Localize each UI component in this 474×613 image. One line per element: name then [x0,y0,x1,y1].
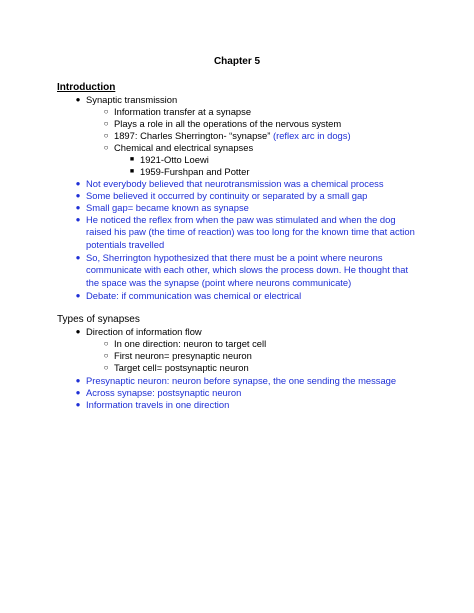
bullet-icon: ● [75,253,81,262]
list-item [103,106,252,118]
bullet-icon: ● [75,179,81,188]
list-item [103,130,351,142]
list-item-text: Synaptic transmission [86,94,178,105]
list-item-line: communicate with each other, which slows the process down. He thought that [86,264,409,276]
list-item [75,252,409,289]
list-item [75,214,415,251]
list-item-text: Plays a role in all the operations of the nervous system [114,118,342,129]
list-item-note: (reflex arc in dogs) [270,130,351,141]
list-item-text: In one direction: neuron to target cell [114,338,267,349]
list-item-text: Small gap= became known as synapse [86,202,249,213]
list-item-text: Information transfer at a synapse [114,106,252,117]
page-title: Chapter 5 [213,56,261,67]
bullet-icon: ● [75,388,81,397]
list-item-line: He noticed the reflex from when the paw was stimulated and when the dog [86,214,396,225]
list-item-line: the space was the synapse (point where neurons communicate) [86,276,352,288]
list-item-text: 1959-Furshpan and Potter [140,166,250,177]
list-item-line: raised his paw (the time of reaction) was too long for the known time that action [86,226,415,238]
bullet-icon: ● [75,400,81,409]
list-item-text: Debate: if communication was chemical or electrical [86,290,302,301]
list-item [75,190,368,202]
list-item [103,350,252,362]
bullet-icon: ○ [103,363,109,372]
list-item-text: First neuron= presynaptic neuron [114,350,252,361]
list-item [103,118,342,130]
list-item [75,94,178,106]
bullet-icon: ○ [103,119,109,128]
list-item-text: Some believed it occurred by continuity or separated by a small gap [86,190,368,201]
list-item [129,154,209,166]
list-item-text: 1897: Charles Sherrington- “synapse” [114,130,271,141]
list-item [129,166,250,178]
bullet-icon: ■ [129,168,135,175]
list-item-text: Presynaptic neuron: neuron before synapse, the one sending the message [86,375,397,386]
section-heading-introduction: Introduction [57,82,116,93]
bullet-icon: ○ [103,131,109,140]
list-item-text: Target cell= postsynaptic neuron [114,362,249,373]
bullet-icon: ○ [103,107,109,116]
bullet-icon: ● [75,376,81,385]
list-item [103,362,249,374]
bullet-icon: ● [75,95,81,104]
list-item-text: Chemical and electrical synapses [114,142,254,153]
list-item [75,399,230,411]
list-item [103,338,267,350]
list-item [103,142,254,154]
bullet-icon: ● [75,215,81,224]
list-item [75,387,242,399]
list-item-text: Across synapse: postsynaptic neuron [86,387,242,398]
bullet-icon: ● [75,327,81,336]
section-heading-types-of-synapses: Types of synapses [57,314,140,325]
bullet-icon: ■ [129,156,135,163]
bullet-icon: ○ [103,143,109,152]
list-item-line: potentials travelled [86,238,165,250]
list-item-text: Not everybody believed that neurotransmission was a chemical process [86,178,384,189]
list-item [75,202,249,214]
bullet-icon: ○ [103,339,109,348]
list-item [75,178,384,190]
list-item-text: Information travels in one direction [86,399,230,410]
bullet-icon: ○ [103,351,109,360]
list-item-text: Direction of information flow [86,326,202,337]
list-item [75,326,202,338]
list-item-text: 1921-Otto Loewi [140,154,209,165]
list-item [75,375,397,387]
bullet-icon: ● [75,203,81,212]
bullet-icon: ● [75,291,81,300]
bullet-icon: ● [75,191,81,200]
list-item [75,290,302,302]
list-item-line: So, Sherrington hypothesized that there must be a point where neurons [86,252,383,263]
